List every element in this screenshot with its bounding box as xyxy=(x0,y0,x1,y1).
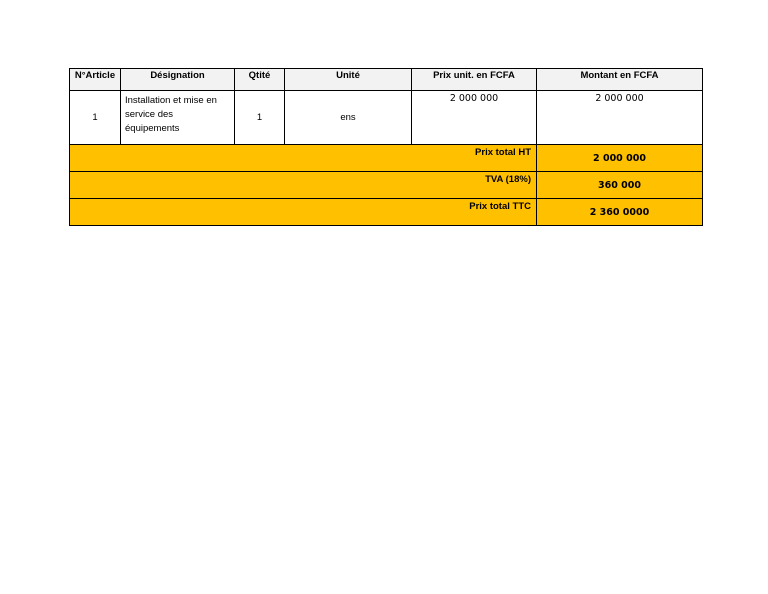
cell-qty: 1 xyxy=(235,91,285,145)
total-ht-value: 2 000 000 xyxy=(537,145,703,172)
cell-unit-price: 2 000 000 xyxy=(412,91,537,145)
cell-unit: ens xyxy=(285,91,412,145)
header-designation: Désignation xyxy=(121,69,235,91)
total-ttc-label: Prix total TTC xyxy=(70,199,537,226)
cell-article: 1 xyxy=(70,91,121,145)
invoice-table xyxy=(69,68,703,226)
table-row xyxy=(70,91,703,145)
header-amount: Montant en FCFA xyxy=(537,69,703,91)
total-ttc-value: 2 360 0000 xyxy=(537,199,703,226)
header-article: N°Article xyxy=(70,69,121,91)
total-ht-label: Prix total HT xyxy=(70,145,537,172)
cell-amount: 2 000 000 xyxy=(537,91,703,145)
header-unit-price: Prix unit. en FCFA xyxy=(412,69,537,91)
tva-value: 360 000 xyxy=(537,172,703,199)
header-row xyxy=(70,69,703,91)
header-unit: Unité xyxy=(285,69,412,91)
cell-designation: Installation et mise en service des équipements xyxy=(121,91,235,145)
tva-row xyxy=(70,172,703,199)
total-ttc-row xyxy=(70,199,703,226)
header-qty: Qtité xyxy=(235,69,285,91)
total-ht-row xyxy=(70,145,703,172)
tva-label: TVA (18%) xyxy=(70,172,537,199)
